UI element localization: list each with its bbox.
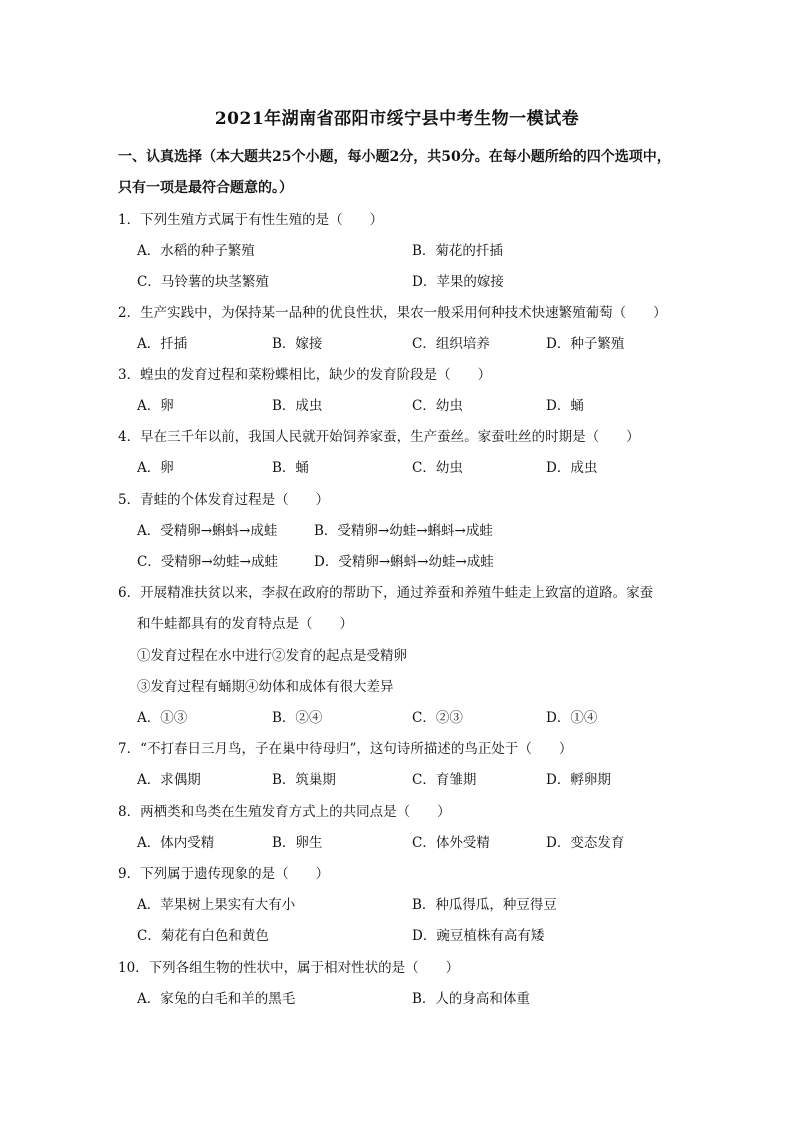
question-5-option-b: B．受精卵→幼蛙→蝌蚪→成蛙 [314, 523, 493, 539]
question-1-option-d: D．苹果的嫁接 [412, 274, 504, 290]
question-6-stem-continued: 和牛蛙都具有的发育特点是（ ） [137, 616, 353, 632]
question-9-stem: 9．下列属于遗传现象的是（ ） [118, 866, 330, 882]
question-4-stem: 4．早在三千年以前，我国人民就开始饲养家蚕，生产蚕丝。家蚕吐丝的时期是（ ） [118, 429, 640, 445]
question-2-option-c: C．组织培养 [412, 336, 490, 352]
question-3-option-c: C．幼虫 [412, 398, 463, 414]
question-10-option-a: A．家兔的白毛和羊的黑毛 [137, 991, 296, 1007]
question-6-option-a: A．①③ [137, 710, 188, 726]
question-7-option-b: B．筑巢期 [272, 772, 336, 788]
question-9-option-a: A．苹果树上果实有大有小 [137, 897, 296, 913]
question-2-option-d: D．种子繁殖 [546, 336, 625, 352]
question-2-stem: 2．生产实践中，为保持某一品种的优良性状，果农一般采用何种技术快速繁殖葡萄（ ） [118, 305, 667, 321]
question-7-option-d: D．孵卵期 [546, 772, 611, 788]
question-8-stem: 8．两栖类和鸟类在生殖发育方式上的共同点是（ ） [118, 804, 451, 820]
question-5-option-d: D．受精卵→蝌蚪→幼蛙→成蛙 [314, 554, 494, 570]
question-8-option-c: C．体外受精 [412, 835, 490, 851]
question-3-option-b: B．成虫 [272, 398, 323, 414]
question-6-statement-2: ③发育过程有蛹期④幼体和成体有很大差异 [137, 679, 394, 695]
question-4-option-b: B．蛹 [272, 460, 309, 476]
question-8-option-b: B．卵生 [272, 835, 323, 851]
question-7-option-c: C．育雏期 [412, 772, 477, 788]
question-6-option-d: D．①④ [546, 710, 598, 726]
question-1-stem: 1．下列生殖方式属于有性生殖的是（ ） [118, 212, 384, 228]
question-10-option-b: B．人的身高和体重 [412, 991, 530, 1007]
question-7-option-a: A．求偶期 [137, 772, 201, 788]
question-3-stem: 3．蝗虫的发育过程和菜粉蝶相比，缺少的发育阶段是（ ） [118, 367, 492, 383]
question-4-option-a: A．卵 [137, 460, 174, 476]
question-5-stem: 5．青蛙的个体发育过程是（ ） [118, 492, 330, 508]
question-9-option-b: B．种瓜得瓜，种豆得豆 [412, 897, 557, 913]
question-2-option-a: A．扦插 [137, 336, 188, 352]
section-heading-line-2: 只有一项是最符合题意的。） [118, 180, 293, 196]
question-7-stem: 7．“不打春日三月鸟，子在巢中待母归”，这句诗所描述的鸟正处于（ ） [118, 741, 573, 757]
question-1-option-c: C．马铃薯的块茎繁殖 [137, 274, 269, 290]
question-9-option-d: D．豌豆植株有高有矮 [412, 928, 545, 944]
question-8-option-a: A．体内受精 [137, 835, 215, 851]
question-6-option-c: C．②③ [412, 710, 463, 726]
page-title: 2021年湖南省邵阳市绥宁县中考生物一模试卷 [214, 109, 580, 129]
question-3-option-d: D．蛹 [546, 398, 584, 414]
question-1-option-a: A．水稻的种子繁殖 [137, 243, 255, 259]
question-4-option-c: C．幼虫 [412, 460, 463, 476]
question-4-option-d: D．成虫 [546, 460, 598, 476]
question-5-option-c: C．受精卵→幼蛙→成蛙 [137, 554, 278, 570]
question-9-option-c: C．菊花有白色和黄色 [137, 928, 269, 944]
question-10-stem: 10．下列各组生物的性状中，属于相对性状的是（ ） [118, 960, 460, 976]
question-6-option-b: B．②④ [272, 710, 323, 726]
section-heading-line-1: 一、认真选择（本大题共25个小题，每小题2分，共50分。在每小题所给的四个选项中， [118, 149, 671, 165]
question-6-stem: 6．开展精准扶贫以来，李叔在政府的帮助下，通过养蚕和养殖牛蛙走上致富的道路。家蚕 [118, 585, 654, 601]
question-5-option-a: A．受精卵→蝌蚪→成蛙 [137, 523, 278, 539]
question-8-option-d: D．变态发育 [546, 835, 625, 851]
question-6-statement-1: ①发育过程在水中进行②发育的起点是受精卵 [137, 648, 407, 664]
question-2-option-b: B．嫁接 [272, 336, 323, 352]
question-3-option-a: A．卵 [137, 398, 174, 414]
question-1-option-b: B．菊花的扦插 [412, 243, 503, 259]
